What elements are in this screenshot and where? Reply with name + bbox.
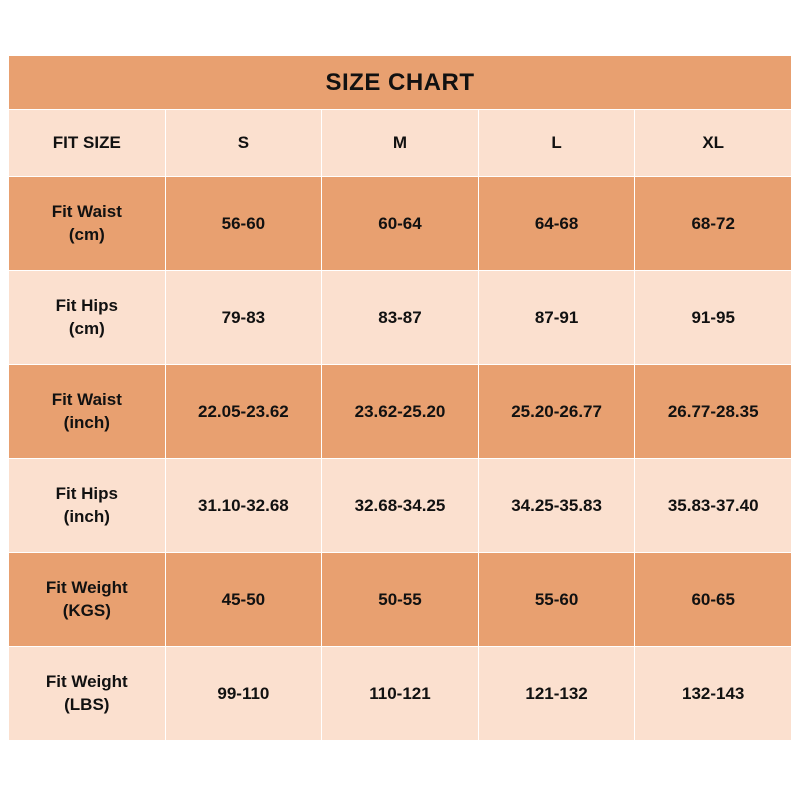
row-label-line2: (inch) [63,412,110,432]
cell-value: 26.77-28.35 [635,365,792,459]
row-label-line1: Fit Hips [55,295,118,315]
column-header-s: S [165,110,322,177]
cell-value: 68-72 [635,177,792,271]
cell-value: 56-60 [165,177,322,271]
table-header-row [9,110,792,177]
row-label-fit-hips-cm [9,271,166,365]
cell-value: 23.62-25.20 [322,365,479,459]
row-label-fit-weight-kgs [9,553,166,647]
table-row [9,271,792,365]
row-label-fit-waist-cm [9,177,166,271]
row-label-line1: Fit Weight [45,577,128,597]
cell-value: 25.20-26.77 [478,365,635,459]
row-label-line2: (LBS) [64,694,110,714]
row-label-line2: (cm) [68,318,105,338]
cell-value: 55-60 [478,553,635,647]
row-label-line2: (KGS) [62,600,111,620]
title-row [9,56,792,110]
cell-value: 60-65 [635,553,792,647]
cell-value: 32.68-34.25 [322,459,479,553]
column-header-xl: XL [635,110,792,177]
cell-value: 50-55 [322,553,479,647]
cell-value: 87-91 [478,271,635,365]
row-label-fit-hips-inch [9,459,166,553]
cell-value: 99-110 [165,647,322,741]
table-row [9,365,792,459]
row-label-line1: Fit Weight [45,671,128,691]
table-row [9,647,792,741]
table-row [9,553,792,647]
cell-value: 60-64 [322,177,479,271]
row-label-line1: Fit Waist [51,389,122,409]
row-label-line2: (cm) [68,224,105,244]
column-header-l: L [478,110,635,177]
cell-value: 64-68 [478,177,635,271]
table-row [9,459,792,553]
row-label-line2: (inch) [63,506,110,526]
row-label-fit-waist-inch [9,365,166,459]
table-row [9,177,792,271]
page-title: SIZE CHART [9,56,792,110]
cell-value: 132-143 [635,647,792,741]
cell-value: 34.25-35.83 [478,459,635,553]
row-label-fit-weight-lbs [9,647,166,741]
cell-value: 35.83-37.40 [635,459,792,553]
size-chart-container [8,55,792,741]
cell-value: 110-121 [322,647,479,741]
cell-value: 91-95 [635,271,792,365]
row-label-line1: Fit Waist [51,201,122,221]
column-header-fit-size: FIT SIZE [9,110,166,177]
cell-value: 83-87 [322,271,479,365]
row-label-line1: Fit Hips [55,483,118,503]
size-chart-table [8,55,792,741]
column-header-m: M [322,110,479,177]
cell-value: 22.05-23.62 [165,365,322,459]
cell-value: 79-83 [165,271,322,365]
cell-value: 31.10-32.68 [165,459,322,553]
cell-value: 45-50 [165,553,322,647]
cell-value: 121-132 [478,647,635,741]
